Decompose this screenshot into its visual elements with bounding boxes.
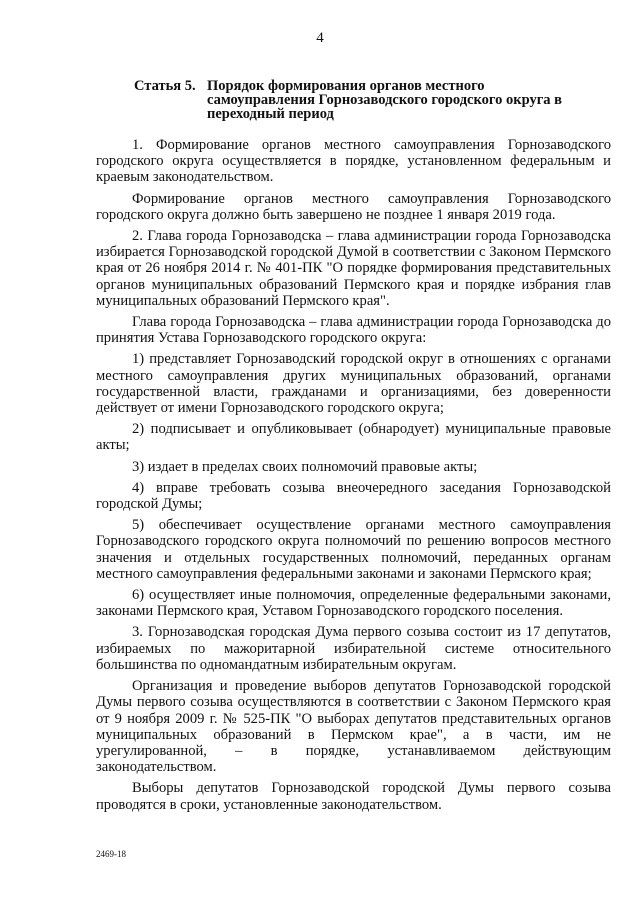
list-item: 2) подписывает и опубликовывает (обнародует) муниципальные правовые акты; [96,421,611,454]
paragraph: Организация и проведение выборов депутатов Горнозаводской городской Думы первого созыва осуществляются в соответствии с Законом Пермского края от 9 ноября 2009 г. № 525-ПК "О выборах депутатов представительных органов муниципальных образований в Пермском крае", а в части, им не урегулированной, – в порядке, устанавливаемом действующим законодательством. [96,678,611,776]
page-number: 4 [316,30,324,46]
paragraph: 3. Горнозаводская городская Дума первого созыва состоит из 17 депутатов, избираемых по мажоритарной избирательной системе относительного большинства по одномандатным избирательным округам. [96,624,611,673]
paragraph: 1. Формирование органов местного самоуправления Горнозаводского городского округа осуществляется в порядке, установленном федеральным и краевым законодательством. [96,137,611,186]
list-item: 5) обеспечивает осуществление органами местного самоуправления Горнозаводского городского округа полномочий по решению вопросов местного значения и отдельных государственных полномочий, переданных органам местного самоуправления федеральными законами и законами Пермского края; [96,517,611,582]
list-item: 1) представляет Горнозаводский городской округ в отношениях с органами местного самоуправления других муниципальных образований, органами государственной власти, гражданами и организациями, без доверенности действует от имени Горнозаводского городского округа; [96,351,611,417]
list-item: 6) осуществляет иные полномочия, определенные федеральными законами, законами Пермского края, Уставом Горнозаводского городского поселения. [96,587,611,620]
paragraph: Глава города Горнозаводска – глава администрации города Горнозаводска до принятия Устава Горнозаводского городского округа: [96,314,611,347]
article-title: Порядок формирования органов местного самоуправления Горнозаводского городского округа в переходный период [207,78,563,122]
list-item: 4) вправе требовать созыва внеочередного заседания Горнозаводской городской Думы; [96,479,611,513]
article-label: Статья 5. [134,78,196,94]
list-item: 3) издает в пределах своих полномочий правовые акты; [132,458,478,475]
paragraph: 2. Глава города Горнозаводска – глава администрации города Горнозаводска избирается Горнозаводской городской Думой в соответствии с Законом Пермского края от 26 ноября 2014 г. № 401-ПК "О порядке формирования представительных органов муниципальных образований Пермского края и порядке избрания глав муниципальных образований Пермского края". [96,228,611,309]
paragraph: Формирование органов местного самоуправления Горнозаводского городского округа должно быть завершено не позднее 1 января 2019 года. [96,190,611,223]
article-body [96,137,611,818]
paragraph: Выборы депутатов Горнозаводской городской Думы первого созыва проводятся в сроки, установленные законодательством. [96,780,611,813]
article-heading [134,79,594,121]
document-code: 2469-18 [96,849,126,859]
